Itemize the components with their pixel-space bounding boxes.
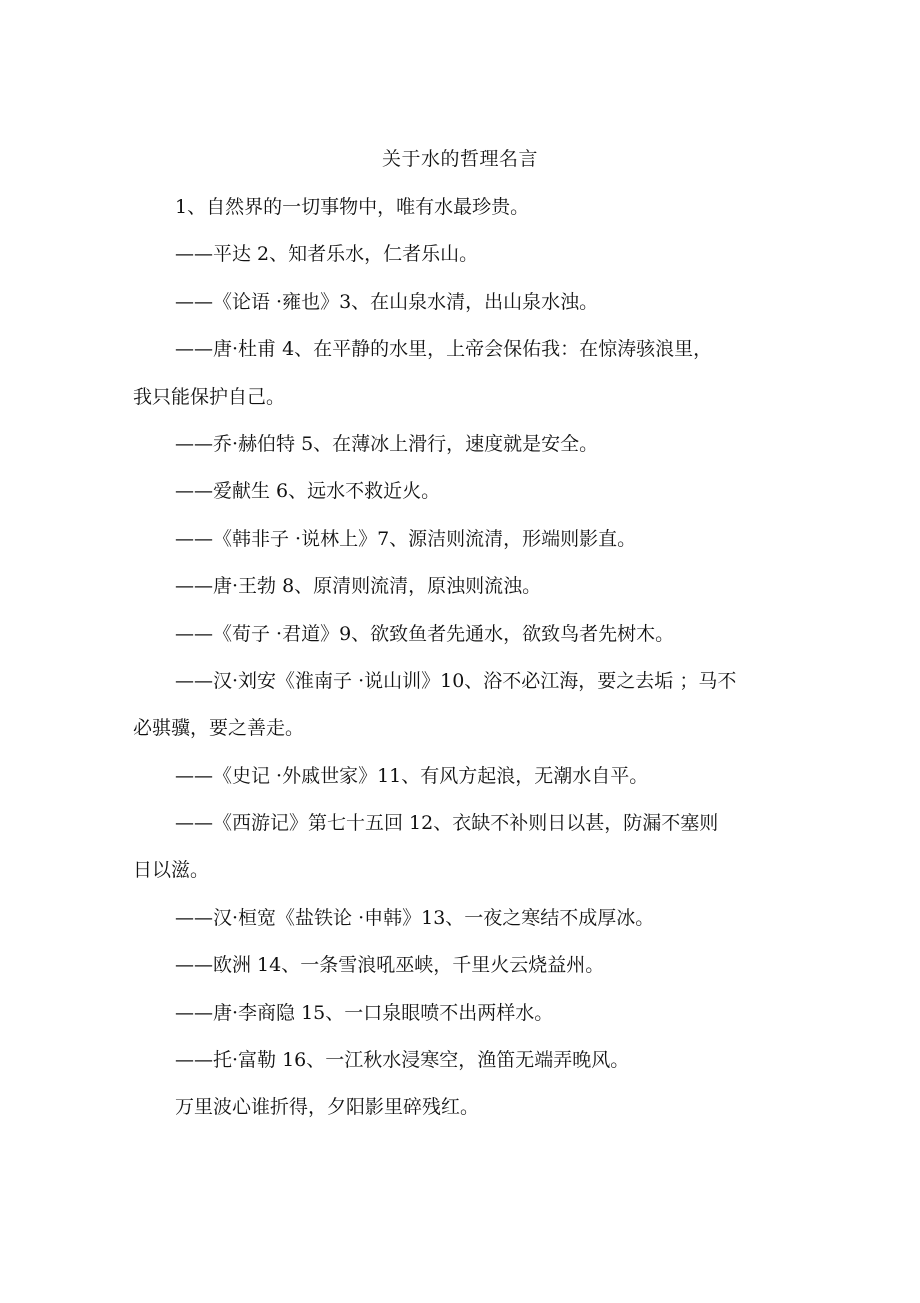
text-line: ——托·富勒 16、一江秋水浸寒空，渔笛无端弄晚风。 <box>175 1049 630 1072</box>
text-line: ——《西游记》第七十五回 12、衣缺不补则日以甚，防漏不塞则 <box>175 812 719 835</box>
text-line: ——唐·李商隐 15、一口泉眼喷不出两样水。 <box>175 1001 554 1024</box>
text-line: ——欧洲 14、一条雪浪吼巫峡，千里火云烧益州。 <box>175 954 605 977</box>
text-line: ——平达 2、知者乐水，仁者乐山。 <box>175 243 479 266</box>
text-line: ——汉·刘安《淮南子 ·说山训》10、浴不必江海，要之去垢 ；马不 <box>175 669 737 692</box>
document-title: 关于水的哲理名言 <box>381 148 538 170</box>
text-line: ——《韩非子 ·说林上》7、源洁则流清，形端则影直。 <box>175 527 637 550</box>
text-line: ——乔·赫伯特 5、在薄冰上滑行，速度就是安全。 <box>175 432 599 455</box>
text-line: ——爱献生 6、远水不救近火。 <box>175 480 441 503</box>
text-line: 万里波心谁折得，夕阳影里碎残红。 <box>175 1096 480 1119</box>
text-line: 日以滋。 <box>133 859 210 882</box>
text-line: ——唐·杜甫 4、在平静的水里，上帝会保佑我：在惊涛骇浪里， <box>175 338 713 361</box>
text-line: ——汉·桓宽《盐铁论 ·申韩》13、一夜之寒结不成厚冰。 <box>175 906 655 929</box>
text-line: ——《荀子 ·君道》9、欲致鱼者先通水，欲致鸟者先树木。 <box>175 622 675 645</box>
text-line: ——《史记 ·外戚世家》11、有风方起浪，无潮水自平。 <box>175 764 649 787</box>
text-line: ——《论语 ·雍也》3、在山泉水清，出山泉水浊。 <box>175 290 599 313</box>
text-line: 我只能保护自己。 <box>133 385 286 408</box>
text-line: 1、自然界的一切事物中，唯有水最珍贵。 <box>175 196 530 218</box>
text-line: 必骐骥，要之善走。 <box>133 717 305 740</box>
text-line: ——唐·王勃 8、原清则流清，原浊则流浊。 <box>175 575 542 598</box>
document-body <box>133 192 737 1140</box>
